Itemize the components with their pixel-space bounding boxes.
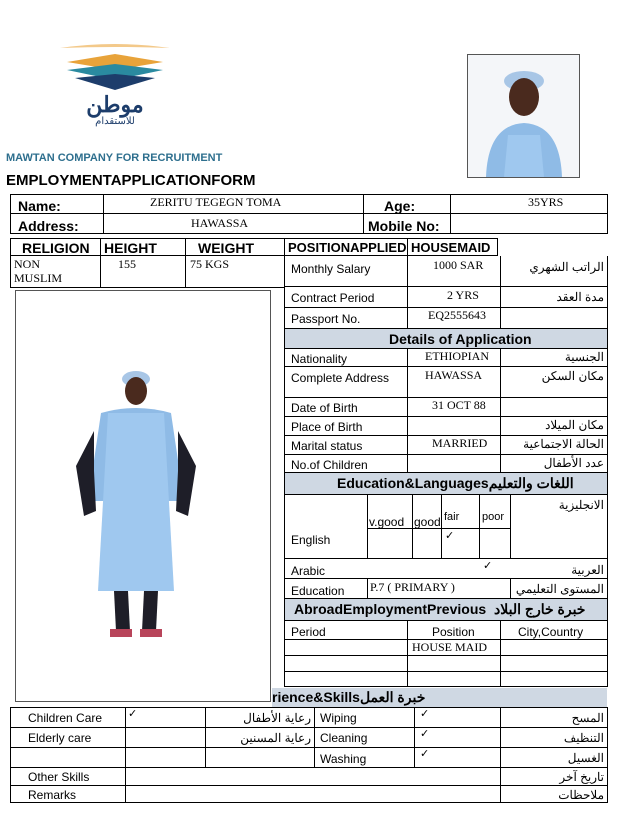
monthly-salary-arabic: الراتب الشهري (529, 260, 604, 274)
abroad-col-position: Position (432, 625, 475, 639)
skill-wiping: Wiping (320, 711, 357, 725)
remarks-label: Remarks (28, 788, 77, 802)
place-of-birth-label: Place of Birth (291, 420, 363, 434)
passport-value: EQ2555643 (428, 308, 486, 322)
complete-address-label: Complete Address (291, 371, 390, 385)
address-value: HAWASSA (191, 216, 249, 230)
skill-washing-arabic: الغسيل (567, 751, 604, 765)
abroad-col-city: City,Country (518, 625, 584, 639)
level-good: good (414, 515, 441, 529)
english-arabic: الانجليزية (558, 498, 604, 512)
photo-full-body (15, 290, 271, 702)
contract-period-label: Contract Period (291, 291, 375, 305)
marital-status-value: MARRIED (432, 436, 488, 450)
skill-elderly-care: Elderly care (28, 731, 92, 745)
logo-arabic-subtext: للاستقدام (95, 116, 135, 127)
address-label: Address: (18, 218, 79, 234)
company-name: MAWTAN COMPANY FOR RECRUITMENT (6, 152, 223, 164)
level-vgood: v.good (369, 515, 405, 529)
nationality-value: ETHIOPIAN (425, 349, 489, 363)
contract-period-arabic: مدة العقد (556, 290, 604, 304)
skill-washing: Washing (320, 752, 367, 766)
logo-mark (45, 40, 185, 100)
skill-children-care: Children Care (28, 711, 103, 725)
education-title-ar: اللغات والتعليم (488, 475, 574, 491)
abroad-title-ar: خبرة خارج البلاد (494, 601, 586, 617)
passport-label: Passport No. (291, 312, 361, 326)
religion-header: RELIGION (22, 240, 90, 256)
nationality-arabic: الجنسية (564, 350, 604, 364)
skill-cleaning: Cleaning (320, 731, 368, 745)
religion-value-1: NON (14, 257, 40, 271)
religion-value-2: MUSLIM (14, 271, 63, 285)
company-logo (45, 40, 185, 135)
name-row (10, 194, 608, 214)
level-fair: fair (444, 511, 460, 523)
photo-portrait (467, 54, 580, 178)
skill-children-care-check: ✓ (128, 707, 138, 720)
marital-status-label: Marital status (291, 439, 363, 453)
remarks-arabic: ملاحظات (558, 788, 604, 802)
abroad-title-en: AbroadEmploymentPrevious (294, 601, 487, 617)
name-value: ZERITU TEGEGN TOMA (150, 195, 282, 209)
date-of-birth-label: Date of Birth (291, 401, 358, 415)
height-value: 155 (118, 257, 136, 271)
form-title: EMPLOYMENTAPPLICATIONFORM (6, 172, 256, 189)
weight-value: 75 KGS (190, 257, 230, 271)
complete-address-value: HAWASSA (425, 368, 483, 382)
abroad-title (294, 601, 585, 618)
abroad-position-1: HOUSE MAID (412, 640, 487, 654)
age-value: 35YRS (528, 195, 564, 209)
arabic-arabic: العربية (571, 563, 604, 577)
place-of-birth-arabic: مكان الميلاد (545, 418, 604, 432)
skills-title-en: rience&Skills (272, 689, 360, 705)
contract-period-value: 2 YRS (447, 288, 479, 302)
nationality-label: Nationality (291, 352, 348, 366)
skills-title (272, 689, 425, 706)
children-arabic: عدد الأطفال (543, 456, 604, 470)
height-header: HEIGHT (104, 240, 157, 256)
skills-title-ar: خبرة العمل (359, 689, 426, 705)
date-of-birth-value: 31 OCT 88 (432, 398, 486, 412)
education-arabic: المستوى التعليمي (515, 582, 604, 596)
english-label: English (291, 533, 331, 547)
logo-arabic-text: موطن (86, 92, 144, 117)
skill-wiping-arabic: المسح (571, 711, 604, 725)
details-title: Details of Application (389, 331, 532, 347)
children-label: No.of Children (291, 458, 368, 472)
name-label: Name: (18, 198, 61, 214)
age-label: Age: (384, 198, 416, 214)
arabic-poor-check: ✓ (483, 559, 493, 572)
other-skills-label: Other Skills (28, 770, 90, 784)
complete-address-arabic: مكان السكن (541, 369, 604, 383)
skill-elderly-care-arabic: رعاية المسنين (240, 731, 311, 745)
level-poor: poor (482, 511, 505, 523)
skill-cleaning-check: ✓ (420, 727, 430, 740)
skill-wiping-check: ✓ (420, 707, 430, 720)
monthly-salary-value: 1000 SAR (433, 258, 484, 272)
skill-cleaning-arabic: التنظيف (563, 731, 604, 745)
other-skills-arabic: تاريخ آخر (559, 770, 604, 784)
abroad-col-period: Period (291, 625, 326, 639)
weight-header: WEIGHT (198, 240, 254, 256)
arabic-label: Arabic (291, 564, 326, 578)
education-value: P.7 ( PRIMARY ) (370, 580, 455, 594)
mobile-label: Mobile No: (368, 218, 440, 234)
skill-children-care-arabic: رعاية الأطفال (243, 711, 311, 725)
monthly-salary-label: Monthly Salary (291, 262, 371, 276)
education-title (337, 475, 574, 492)
marital-status-arabic: الحالة الاجتماعية (523, 437, 604, 451)
position-applied-header: POSITIONAPPLIED (288, 240, 407, 255)
education-title-en: Education&Languages (337, 475, 489, 491)
address-row (10, 214, 608, 234)
english-fair-check: ✓ (445, 529, 455, 542)
position-value: HOUSEMAID (411, 240, 491, 255)
skill-washing-check: ✓ (420, 747, 430, 760)
education-label: Education (291, 584, 345, 598)
